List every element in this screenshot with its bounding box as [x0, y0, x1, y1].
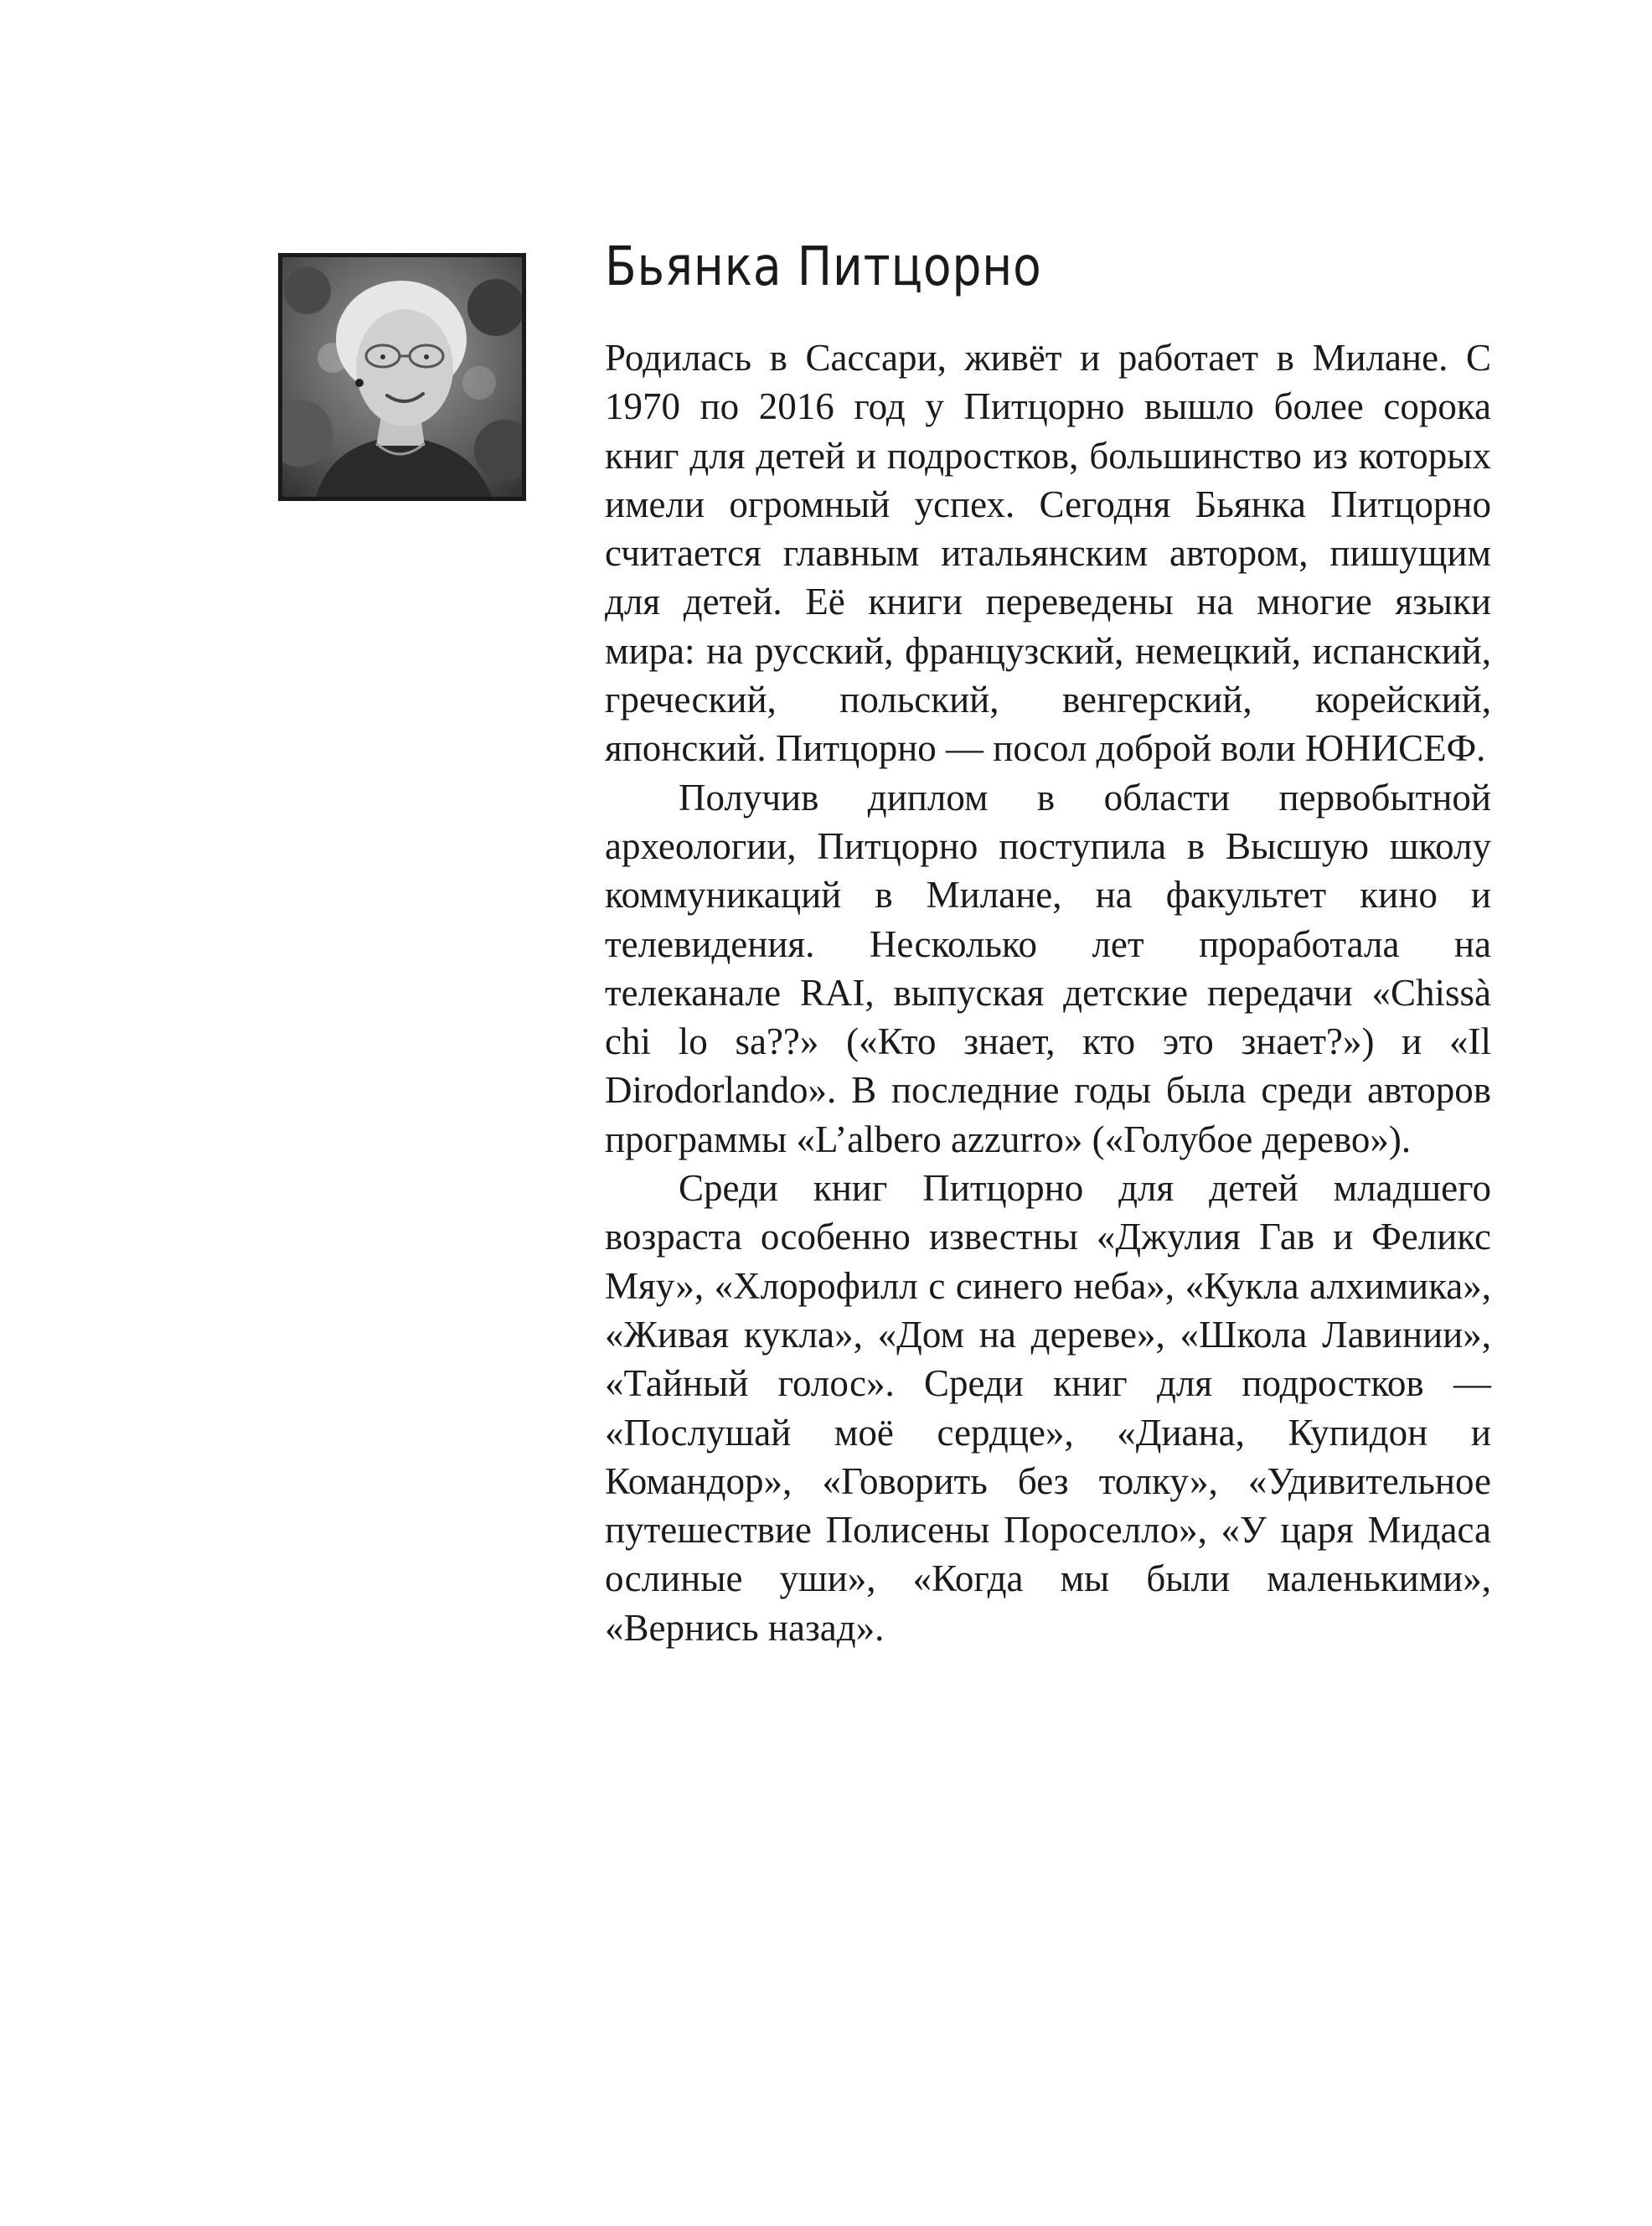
bio-paragraph: Среди книг Питцорно для детей младшего возраста особенно известны «Джулия Гав и Феликс Мяу», «Хлорофилл с синего неба», «Кукла алхимика», «Живая кукла», «Дом на дереве», «Школа Лавинии», «Тайный голос». Среди книг для подростков — «Послушай моё сердце», «Диана, Купидон и Командор», «Говорить без толку», «Удивительное путешествие Полисены Пороселло», «У царя Мидаса ослиные уши», «Когда мы были маленькими», «Вернись назад». [605, 1167, 1491, 1649]
bio-paragraph: Родилась в Сассари, живёт и работает в Милане. С 1970 по 2016 год у Питцорно вышло более сорока книг для детей и подростков, большинство из которых имели огромный успех. Сегодня Бьянка Питцорно считается главным итальянским автором, пишущим для детей. Её книги переведены на многие языки мира: на русский, французский, немецкий, испанский, греческий, польский, венгерский, корейский, японский. Питцорно — посол доброй воли ЮНИСЕФ. [605, 337, 1491, 770]
author-portrait-icon [282, 257, 522, 497]
bio-paragraph: Получив диплом в области первобытной археологии, Питцорно поступила в Высшую школу коммуникаций в Милане, на факультет кино и телевидения. Несколько лет проработала на телеканале RAI, выпуская детские передачи «Chissà chi lo sa??» («Кто знает, кто это знает?») и «Il Dirodorlando». В последние годы была среди авторов программы «L’albero azzurro» («Голубое дерево»). [605, 776, 1491, 1160]
author-bio [605, 333, 1491, 1652]
author-name: Бьянка Питцорно [605, 236, 1042, 298]
author-photo [278, 253, 526, 501]
